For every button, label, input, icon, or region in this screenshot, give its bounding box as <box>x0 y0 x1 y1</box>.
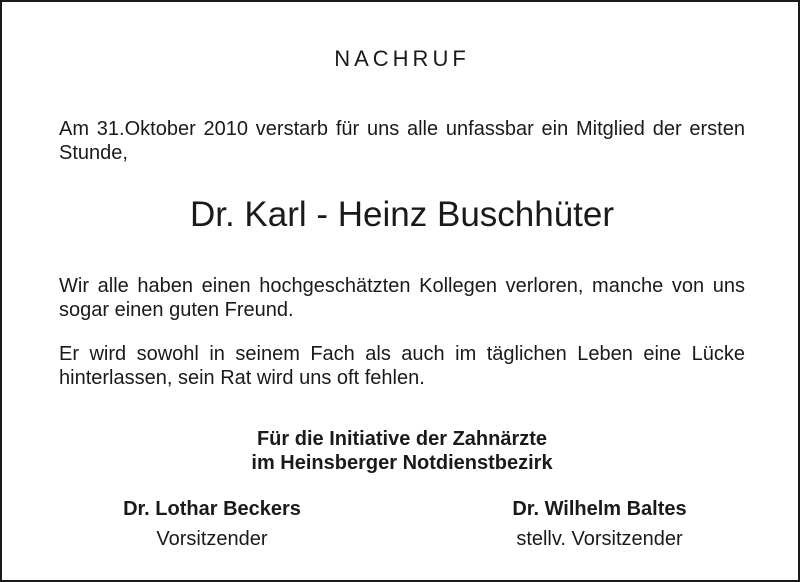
signatory-left <box>102 494 322 554</box>
organization-block <box>2 427 800 475</box>
intro-paragraph: Am 31.Oktober 2010 verstarb für uns alle unfassbar ein Mitglied der ersten Stunde, <box>59 118 745 164</box>
signatory-name: Dr. Wilhelm Baltes <box>512 498 687 520</box>
signatory-name: Dr. Lothar Beckers <box>123 498 301 520</box>
signatory-role: Vorsitzender <box>156 528 268 550</box>
signatory-right <box>487 494 712 554</box>
organization-line-2: im Heinsberger Notdienstbezirk <box>251 452 553 474</box>
notice-heading: NACHRUF <box>334 46 470 71</box>
organization-line-1: Für die Initiative der Zahnärzte <box>256 428 548 450</box>
tribute-paragraph-1: Wir alle haben einen hochgeschätzten Kollegen verloren, manche von uns sogar einen guten Freund. <box>59 275 745 321</box>
signatory-role: stellv. Vorsitzender <box>516 528 683 550</box>
deceased-name: Dr. Karl - Heinz Buschhüter <box>189 195 615 234</box>
tribute-paragraph-2: Er wird sowohl in seinem Fach als auch im täglichen Leben eine Lücke hinterlassen, sein Rat wird uns oft fehlen. <box>59 343 745 389</box>
